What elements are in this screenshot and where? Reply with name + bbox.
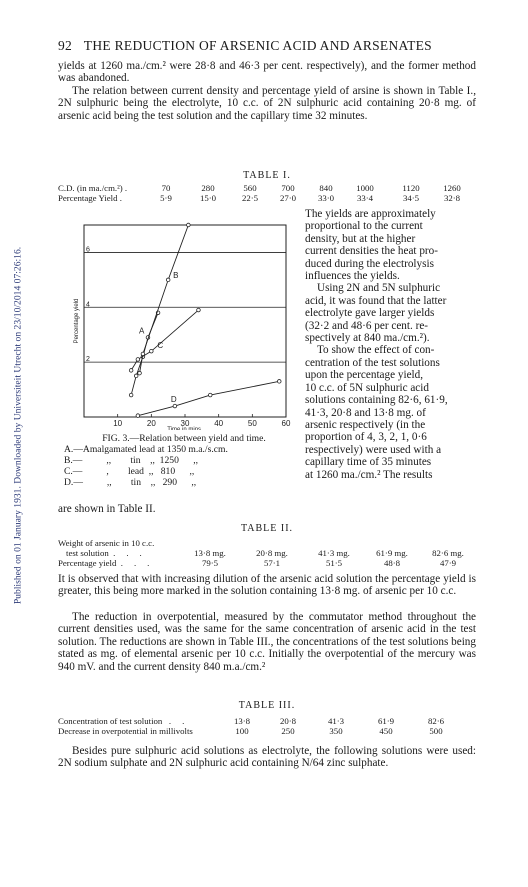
table3-dec-cell: 450 xyxy=(379,726,393,736)
chart-point-b xyxy=(187,223,191,227)
right-column-line: 10 c.c. of 5N sulphuric acid xyxy=(305,381,429,394)
page-number: 92 xyxy=(58,38,73,53)
table1-yield-cell: 5·9 xyxy=(160,193,172,203)
chart-y-tick-label: 2 xyxy=(86,356,90,364)
right-column-line: duced during the electrolysis xyxy=(305,257,434,270)
table2-row2-label: Percentage yield . . . xyxy=(58,558,150,568)
right-column-line: proportion of 4, 3, 2, 1, 0·6 xyxy=(305,431,427,444)
table2-row1-label: test solution . . . xyxy=(66,548,142,558)
table1-title: TABLE I. xyxy=(243,170,291,181)
figure-caption-title: FIG. 3.—Relation between yield and time. xyxy=(102,433,266,444)
table1-yield-cell: 27·0 xyxy=(279,193,297,203)
right-column-line: 41·3, 20·8 and 13·8 mg. of xyxy=(305,406,426,419)
right-column-line: current densities the heat pro- xyxy=(305,245,438,258)
table3-title: TABLE III. xyxy=(238,700,296,711)
paragraph-4: It is observed that with increasing dilution of the arsenic acid solution the percentage yield is greater, this being more marked in the solution containing 13·8 mg. of arsenic per 10 c.c. xyxy=(58,573,476,598)
table2-weight-cell: 82·6 mg. xyxy=(432,548,464,558)
chart-x-tick-label: 30 xyxy=(180,419,190,428)
chart-point-b xyxy=(138,371,142,375)
chart-x-tick-label: 50 xyxy=(247,419,257,428)
chart-x-tick-label: 10 xyxy=(113,419,123,428)
right-column-line: (32·2 and 48·6 per cent. re- xyxy=(305,319,429,332)
table3-conc-cell: 41·3 xyxy=(327,716,345,726)
paragraph-2: The relation between current density and percentage yield of arsine is shown in Table I., 2N sulphuric being the electrolyte, 10 c.c. of 2N sulphuric acid containing 20·8 mg. of arsenic acid being the test solution and the capillary time 32 minutes. xyxy=(58,85,476,122)
figure-chart xyxy=(58,210,298,430)
table2-yield-cell: 51·5 xyxy=(325,558,343,568)
figure-legend-a: A.—Amalgamated lead at 1350 m.a./s.cm. xyxy=(64,444,228,455)
table2-title: TABLE II. xyxy=(240,523,294,534)
chart-point-d xyxy=(136,414,140,418)
right-column-line: at 1260 ma./cm.² The results xyxy=(305,468,433,481)
chart-point-d xyxy=(208,393,212,397)
chart-x-tick-label: 40 xyxy=(214,419,224,428)
table1-cd-cell: 1000 xyxy=(356,183,374,193)
right-column-line: capillary time of 35 minutes xyxy=(305,456,432,469)
chart-series-line-b xyxy=(140,225,189,373)
table1-cd-cell: 280 xyxy=(201,183,215,193)
table2-weight-cell: 13·8 mg. xyxy=(194,548,226,558)
table2-yield-cell: 57·1 xyxy=(263,558,281,568)
table1-row2-label: Percentage Yield . xyxy=(58,193,122,203)
table1-cd-cell: 560 xyxy=(243,183,257,193)
chart-point-c xyxy=(136,358,140,362)
table1-cd-cell: 1260 xyxy=(443,183,461,193)
chart-point-b xyxy=(166,278,170,282)
table1-yield-cell: 33·4 xyxy=(356,193,374,203)
chart-point-c xyxy=(129,369,133,373)
chart-y-axis-label: Percentage yield xyxy=(74,298,80,344)
chart-y-tick-label: 4 xyxy=(86,301,90,309)
paragraph-1: yields at 1260 ma./cm.² were 28·8 and 46·3 per cent. respectively), and the former method was abandoned. xyxy=(58,60,476,85)
table2-weight-cell: 61·9 mg. xyxy=(376,548,408,558)
paragraph-3: are shown in Table II. xyxy=(58,503,156,515)
right-column-line: arsenic respectively (in the xyxy=(305,418,426,431)
figure-legend-c: C.— , lead ,, 810 ,, xyxy=(64,466,195,477)
chart-y-tick-label: 6 xyxy=(86,246,90,254)
right-column-line: proportional to the current xyxy=(305,220,423,233)
table3-conc-cell: 13·8 xyxy=(233,716,251,726)
paragraph-5: The reduction in overpotential, measured by the commutator method throughout the current densities used, was the same for the same concentration of arsenic acid in the test solution. The reductions are shown in Table III., the concentrations of the test solutions being stated as mg. of elemental arsenic per 10 c.c. Initially the overpotential of the mercury was 940 mV. and the current density 840 m.a./cm.² xyxy=(58,611,476,673)
right-column-line: acid, it was found that the latter xyxy=(305,294,447,307)
figure-legend-b: B.— ,, tin ,, 1250 ,, xyxy=(64,455,199,466)
paragraph-6: Besides pure sulphuric acid solutions as electrolyte, the following solutions were used: 2N sodium sulphate and 2N sulphuric acid containing N/64 zinc sulphate. xyxy=(58,745,476,770)
table1-yield-cell: 34·5 xyxy=(402,193,420,203)
table1-yield-cell: 22·5 xyxy=(241,193,259,203)
figure-legend-d: D.— ,, tin ,, 290 ,, xyxy=(64,477,197,488)
chart-point-d xyxy=(277,380,281,384)
chart-series-label-b: B xyxy=(173,270,179,280)
table3-conc-cell: 82·6 xyxy=(427,716,445,726)
page-title: THE REDUCTION OF ARSENIC ACID AND ARSENATES xyxy=(83,38,432,53)
right-column-line: density, but at the higher xyxy=(305,232,416,245)
table2-weight-cell: 20·8 mg. xyxy=(256,548,288,558)
table2-yield-cell: 48·8 xyxy=(383,558,401,568)
chart-point-d xyxy=(173,404,177,408)
table3-row1-label: Concentration of test solution . . xyxy=(58,716,185,726)
table1-cd-cell: 840 xyxy=(319,183,333,193)
table1-cd-cell: 700 xyxy=(281,183,295,193)
table3-dec-cell: 500 xyxy=(429,726,443,736)
right-column-line: spectively at 840 ma./cm.²). xyxy=(305,332,430,345)
right-column-line: upon the percentage yield, xyxy=(305,369,424,382)
table1-cd-cell: 70 xyxy=(161,183,171,193)
table3-dec-cell: 100 xyxy=(235,726,249,736)
right-column-text xyxy=(305,208,477,481)
table1-row1-label: C.D. (in ma./cm.²) . xyxy=(58,183,128,193)
chart-x-tick-label: 60 xyxy=(281,419,291,428)
table1-yield-cell: 32·8 xyxy=(443,193,461,203)
running-header xyxy=(58,38,432,54)
right-column-line: The yields are approximately xyxy=(305,208,436,220)
right-column-line: electrolyte gave larger yields xyxy=(305,307,435,320)
table2-yield-cell: 47·9 xyxy=(439,558,457,568)
table2-yield-cell: 79·5 xyxy=(201,558,219,568)
table1-yield-cell: 33·0 xyxy=(317,193,335,203)
table3-conc-cell: 61·9 xyxy=(377,716,395,726)
table1-cd-cell: 1120 xyxy=(402,183,420,193)
chart-point-a xyxy=(129,393,133,397)
right-column-line: influences the yields. xyxy=(305,270,400,283)
right-column-line: To show the effect of con- xyxy=(317,344,435,357)
right-column-line: respectively) were used with a xyxy=(305,443,442,456)
table3-row2-label: Decrease in overpotential in millivolts xyxy=(58,726,193,736)
chart-series-label-d: D xyxy=(170,395,177,405)
chart-point-c xyxy=(150,349,154,353)
right-column-line: Using 2N and 5N sulphuric xyxy=(317,282,441,295)
chart-series-line-d xyxy=(138,381,279,415)
table2-label-top: Weight of arsenic in 10 c.c. xyxy=(58,538,155,548)
chart-point-c xyxy=(197,308,201,312)
chart-x-axis-label: Time in mins. xyxy=(167,427,203,430)
chart-series-label-a: A xyxy=(138,326,145,336)
chart-x-tick-label: 20 xyxy=(146,419,156,428)
chart-point-a xyxy=(134,374,138,378)
table3-dec-cell: 350 xyxy=(329,726,343,736)
chart-series-label-c: C xyxy=(157,341,164,351)
chart-frame xyxy=(84,225,286,417)
right-column-line: centration of the test solutions xyxy=(305,356,440,369)
table3-dec-cell: 250 xyxy=(281,726,295,736)
figure-caption xyxy=(64,433,304,488)
table2-weight-cell: 41·3 mg. xyxy=(318,548,350,558)
sidebar-provenance: Published on 01 January 1931. Downloaded by Universiteit Utrecht on 23/10/2014 07:26:16. xyxy=(12,246,24,605)
table1-yield-cell: 15·0 xyxy=(199,193,217,203)
right-column-line: solutions containing 82·6, 61·9, xyxy=(305,394,448,407)
table3-conc-cell: 20·8 xyxy=(279,716,297,726)
